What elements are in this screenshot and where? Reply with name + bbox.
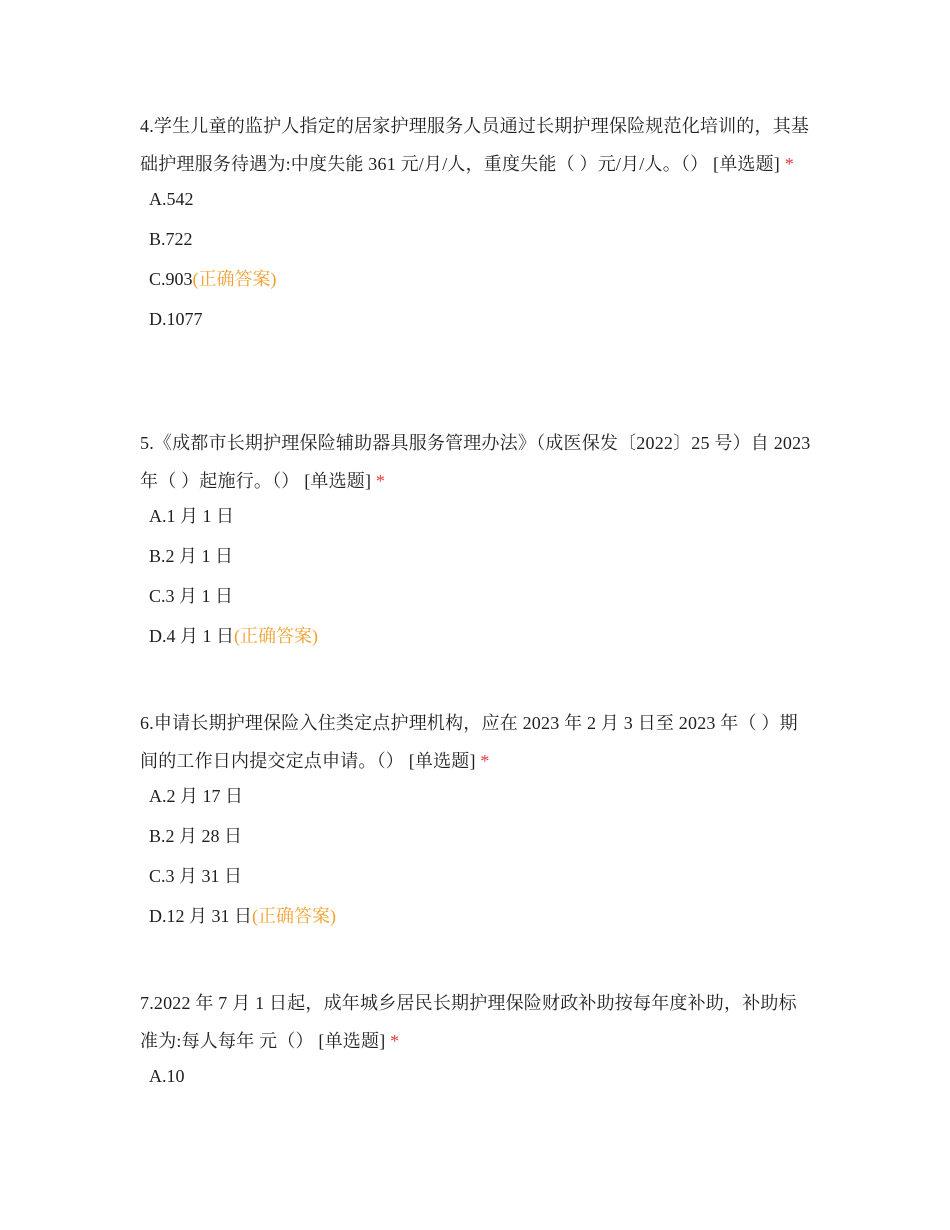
option-a[interactable] <box>149 1065 812 1087</box>
question-text <box>140 424 812 500</box>
option-c[interactable] <box>149 865 812 887</box>
option-list <box>140 188 812 330</box>
required-star: * <box>784 154 794 174</box>
option-label: B.722 <box>149 229 193 249</box>
option-label: D.1077 <box>149 309 203 329</box>
option-c[interactable] <box>149 268 812 290</box>
option-label: A.542 <box>149 189 194 209</box>
option-a[interactable] <box>149 505 812 527</box>
correct-answer-tag: (正确答案) <box>252 906 336 926</box>
option-c[interactable] <box>149 585 812 607</box>
question-text <box>140 984 812 1060</box>
question-text <box>140 704 812 780</box>
question-6 <box>140 704 812 945</box>
question-stem: 6.申请长期护理保险入住类定点护理机构，应在 2023 年 2 月 3 日至 2023 年（ ）期间的工作日内提交定点申请。（） [单选题] <box>140 713 798 771</box>
option-b[interactable] <box>149 825 812 847</box>
required-star: * <box>390 1031 400 1051</box>
correct-answer-tag: (正确答案) <box>234 626 318 646</box>
question-4 <box>140 107 812 348</box>
option-label: D.12 月 31 日 <box>149 906 252 926</box>
option-a[interactable] <box>149 188 812 210</box>
question-stem: 4.学生儿童的监护人指定的居家护理服务人员通过长期护理保险规范化培训的，其基础护理服务待遇为:中度失能 361 元/月/人，重度失能（ ）元/月/人。（） [单选题] <box>140 116 810 174</box>
option-label: A.1 月 1 日 <box>149 506 234 526</box>
correct-answer-tag: (正确答案) <box>192 269 277 289</box>
question-stem: 5.《成都市长期护理保险辅助器具服务管理办法》（成医保发〔2022〕25 号）自 2023 年（ ）起施行。（） [单选题] <box>140 433 811 491</box>
option-list <box>140 505 812 647</box>
option-list <box>140 785 812 927</box>
option-label: B.2 月 28 日 <box>149 826 243 846</box>
question-5 <box>140 424 812 665</box>
question-text <box>140 107 812 183</box>
option-label: A.10 <box>149 1066 185 1086</box>
option-a[interactable] <box>149 785 812 807</box>
option-label: B.2 月 1 日 <box>149 546 234 566</box>
option-b[interactable] <box>149 228 812 250</box>
required-star: * <box>375 471 386 491</box>
question-7 <box>140 984 812 1105</box>
option-d[interactable] <box>149 625 812 647</box>
option-b[interactable] <box>149 545 812 567</box>
question-stem: 7.2022 年 7 月 1 日起，成年城乡居民长期护理保险财政补助按每年度补助，补助标准为:每人每年 元（） [单选题] <box>140 993 797 1051</box>
option-label: C.3 月 31 日 <box>149 866 243 886</box>
option-label: C.3 月 1 日 <box>149 586 234 606</box>
option-d[interactable] <box>149 905 812 927</box>
option-d[interactable] <box>149 308 812 330</box>
option-list <box>140 1065 812 1087</box>
option-label: A.2 月 17 日 <box>149 786 243 806</box>
required-star: * <box>480 751 490 771</box>
option-label: C.903 <box>149 269 193 289</box>
option-label: D.4 月 1 日 <box>149 626 234 646</box>
